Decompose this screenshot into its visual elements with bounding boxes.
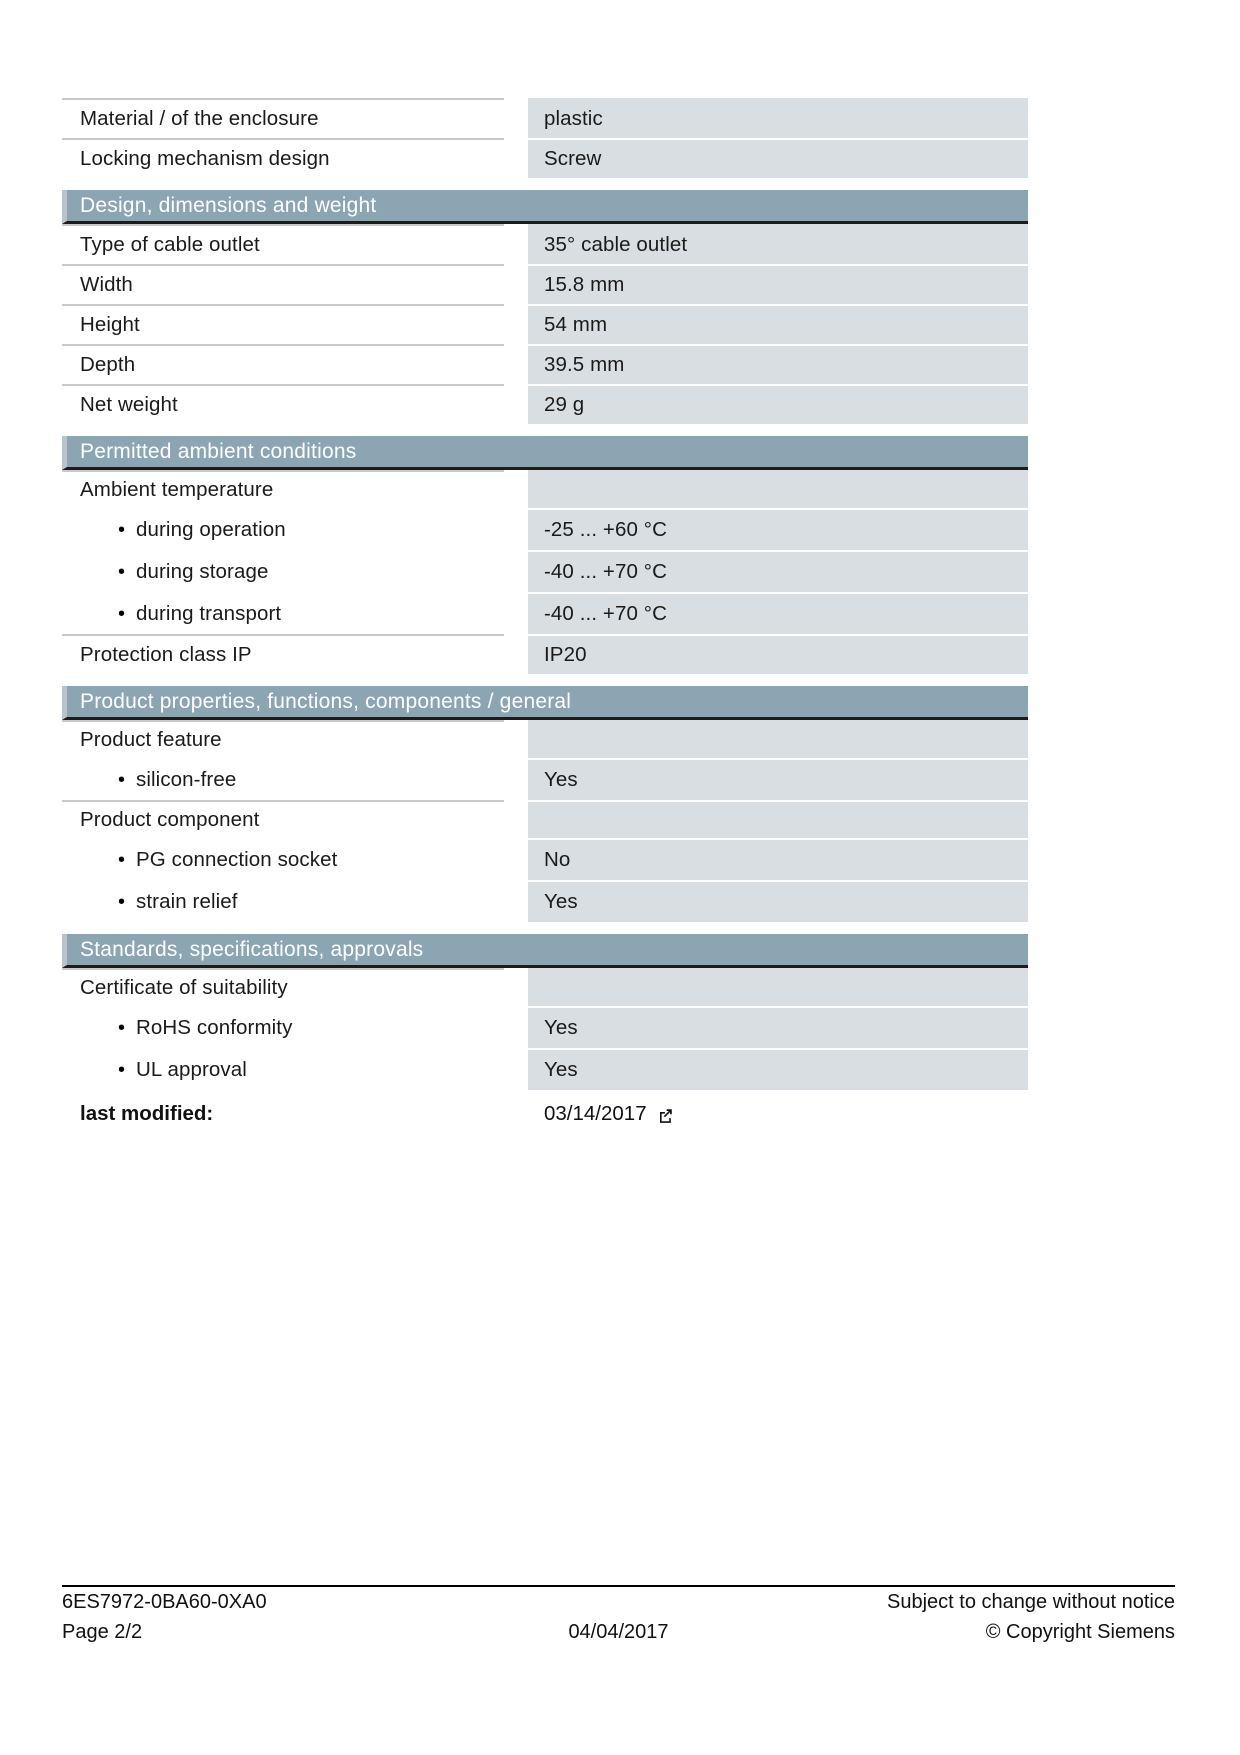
bullet-list-item [80,889,238,915]
footer-copyright: © Copyright Siemens [985,1621,1175,1643]
table-row [62,720,1028,758]
spec-label-text: PG connection socket [136,848,338,872]
spec-label-text: strain relief [136,890,238,914]
table-row [62,508,1028,550]
spec-value-cell [528,1006,1028,1048]
spec-label-text: Locking mechanism design [80,147,330,171]
spec-label-cell [62,758,504,800]
spec-value-cell [528,470,1028,508]
table-row [62,264,1028,304]
spec-value-text: IP20 [544,643,587,667]
column-gap [504,1006,528,1048]
bullet-list-item [80,517,286,543]
bullet-list-item [80,767,236,793]
spec-label-cell [62,838,504,880]
spec-value-text: No [544,848,571,872]
column-gap [504,470,528,508]
spec-label-cell [62,634,504,674]
spec-label-text: Net weight [80,393,178,417]
spec-value-text: Yes [544,1058,578,1082]
section-header-design-dimensions-weight [62,190,1028,224]
bullet-list-item [80,601,281,627]
section-header-title: Design, dimensions and weight [80,194,377,217]
column-gap [504,592,528,634]
column-gap [504,800,528,838]
spec-value-cell [528,508,1028,550]
bullet-dot-icon: • [118,603,126,625]
section-spacer [62,88,1028,98]
table-row [62,304,1028,344]
spec-label-text: during storage [136,560,269,584]
spec-label-cell [62,1006,504,1048]
section-header-permitted-ambient-conditions [62,436,1028,470]
section-header-bar [62,436,1028,470]
spec-label-cell [62,508,504,550]
page-footer [62,1585,1175,1652]
spec-value-cell [528,880,1028,922]
external-link-icon[interactable] [656,1106,675,1125]
spec-value-text: -40 ... +70 °C [544,602,667,626]
table-row [62,634,1028,674]
spec-label-cell [62,138,504,178]
spec-value-cell [528,758,1028,800]
table-row [62,968,1028,1006]
bullet-dot-icon: • [118,561,126,583]
bullet-dot-icon: • [118,1017,126,1039]
last-modified-date: 03/14/2017 [544,1102,647,1125]
bullet-list-item [80,1015,292,1041]
table-row [62,800,1028,838]
table-row [62,1006,1028,1048]
spec-label-cell [62,264,504,304]
column-gap [504,968,528,1006]
spec-value-cell [528,1048,1028,1090]
spec-label-text: Height [80,313,140,337]
spec-value-text: 39.5 mm [544,353,625,377]
table-row [62,550,1028,592]
section-header-product-properties-functions-components-general [62,686,1028,720]
spec-label-cell [62,304,504,344]
footer-article-number: 6ES7972-0BA60-0XA0 [62,1591,267,1613]
bullet-dot-icon: • [118,519,126,541]
spec-value-cell [528,720,1028,758]
spec-value-text: 29 g [544,393,585,417]
table-row [62,1048,1028,1090]
spec-value-text: Screw [544,147,602,171]
column-gap [504,98,528,138]
spec-value-text: 15.8 mm [544,273,625,297]
spec-label-cell [62,800,504,838]
spec-label-text: Material / of the enclosure [80,107,319,131]
spec-value-cell [528,592,1028,634]
spec-value-cell [528,304,1028,344]
footer-notice: Subject to change without notice [887,1591,1175,1613]
spec-label-cell [62,384,504,424]
section-header-bar [62,934,1028,968]
spec-value-cell [528,384,1028,424]
spec-value-text: Yes [544,890,578,914]
spec-label-text: Product feature [80,728,222,752]
bullet-list-item [80,559,268,585]
spec-value-cell [528,264,1028,304]
section-header-standards-specifications-approvals [62,934,1028,968]
last-modified-label: last modified: [80,1102,214,1125]
column-gap [504,508,528,550]
spec-label-cell [62,98,504,138]
spec-label-text: Certificate of suitability [80,976,288,1000]
spec-label-cell [62,550,504,592]
bullet-dot-icon: • [118,891,126,913]
spec-value-text: -25 ... +60 °C [544,518,667,542]
bullet-dot-icon: • [118,849,126,871]
column-gap [504,1048,528,1090]
bullet-list-item [80,1057,247,1083]
table-row [62,344,1028,384]
spec-value-cell [528,968,1028,1006]
spec-label-text: during operation [136,518,286,542]
column-gap [504,304,528,344]
spec-label-cell [62,968,504,1006]
spec-value-cell [528,838,1028,880]
spec-value-cell [528,138,1028,178]
section-header-bar [62,190,1028,224]
spec-label-text: silicon-free [136,768,237,792]
spec-label-text: Ambient temperature [80,478,274,502]
spec-value-cell [528,800,1028,838]
spec-label-text: RoHS conformity [136,1016,293,1040]
section-header-title: Product properties, functions, components / general [80,690,572,713]
spec-value-cell [528,224,1028,264]
column-gap [504,264,528,304]
spec-value-cell [528,634,1028,674]
spec-label-cell [62,1048,504,1090]
bullet-dot-icon: • [118,1059,126,1081]
spec-label-text: UL approval [136,1058,247,1082]
column-gap [504,550,528,592]
spec-label-cell [62,344,504,384]
column-gap [504,634,528,674]
spec-label-text: during transport [136,602,282,626]
spec-value-cell [528,550,1028,592]
spec-label-cell [62,720,504,758]
spec-label-cell [62,880,504,922]
footer-page-number: Page 2/2 [62,1621,143,1643]
section-header-title: Standards, specifications, approvals [80,938,424,961]
last-modified-value [528,1102,1028,1126]
table-row [62,758,1028,800]
column-gap [504,838,528,880]
spec-label-cell [62,592,504,634]
table-row [62,224,1028,264]
spec-label-text: Type of cable outlet [80,233,260,257]
last-modified-row [62,1102,1028,1126]
section-header-bar [62,686,1028,720]
column-gap [504,384,528,424]
column-gap [504,224,528,264]
table-row [62,592,1028,634]
table-row [62,470,1028,508]
column-gap [504,344,528,384]
spec-label-text: Depth [80,353,136,377]
table-row [62,138,1028,178]
spec-value-cell [528,98,1028,138]
bullet-list-item [80,847,337,873]
spec-value-text: -40 ... +70 °C [544,560,667,584]
spec-value-text: 35° cable outlet [544,233,688,257]
section-header-title: Permitted ambient conditions [80,440,357,463]
table-row [62,838,1028,880]
table-row [62,384,1028,424]
spec-value-text: Yes [544,768,578,792]
column-gap [504,720,528,758]
spec-value-text: Yes [544,1016,578,1040]
spec-label-text: Width [80,273,133,297]
column-gap [504,138,528,178]
spec-label-text: Product component [80,808,260,832]
spec-value-text: plastic [544,107,603,131]
spec-label-cell [62,224,504,264]
spec-label-text: Protection class IP [80,643,252,667]
footer-date: 04/04/2017 [568,1621,669,1643]
spec-label-cell [62,470,504,508]
spec-value-cell [528,344,1028,384]
table-row [62,880,1028,922]
column-gap [504,758,528,800]
bullet-dot-icon: • [118,769,126,791]
spec-value-text: 54 mm [544,313,608,337]
specifications-table [62,88,1028,1126]
table-row [62,98,1028,138]
column-gap [504,880,528,922]
